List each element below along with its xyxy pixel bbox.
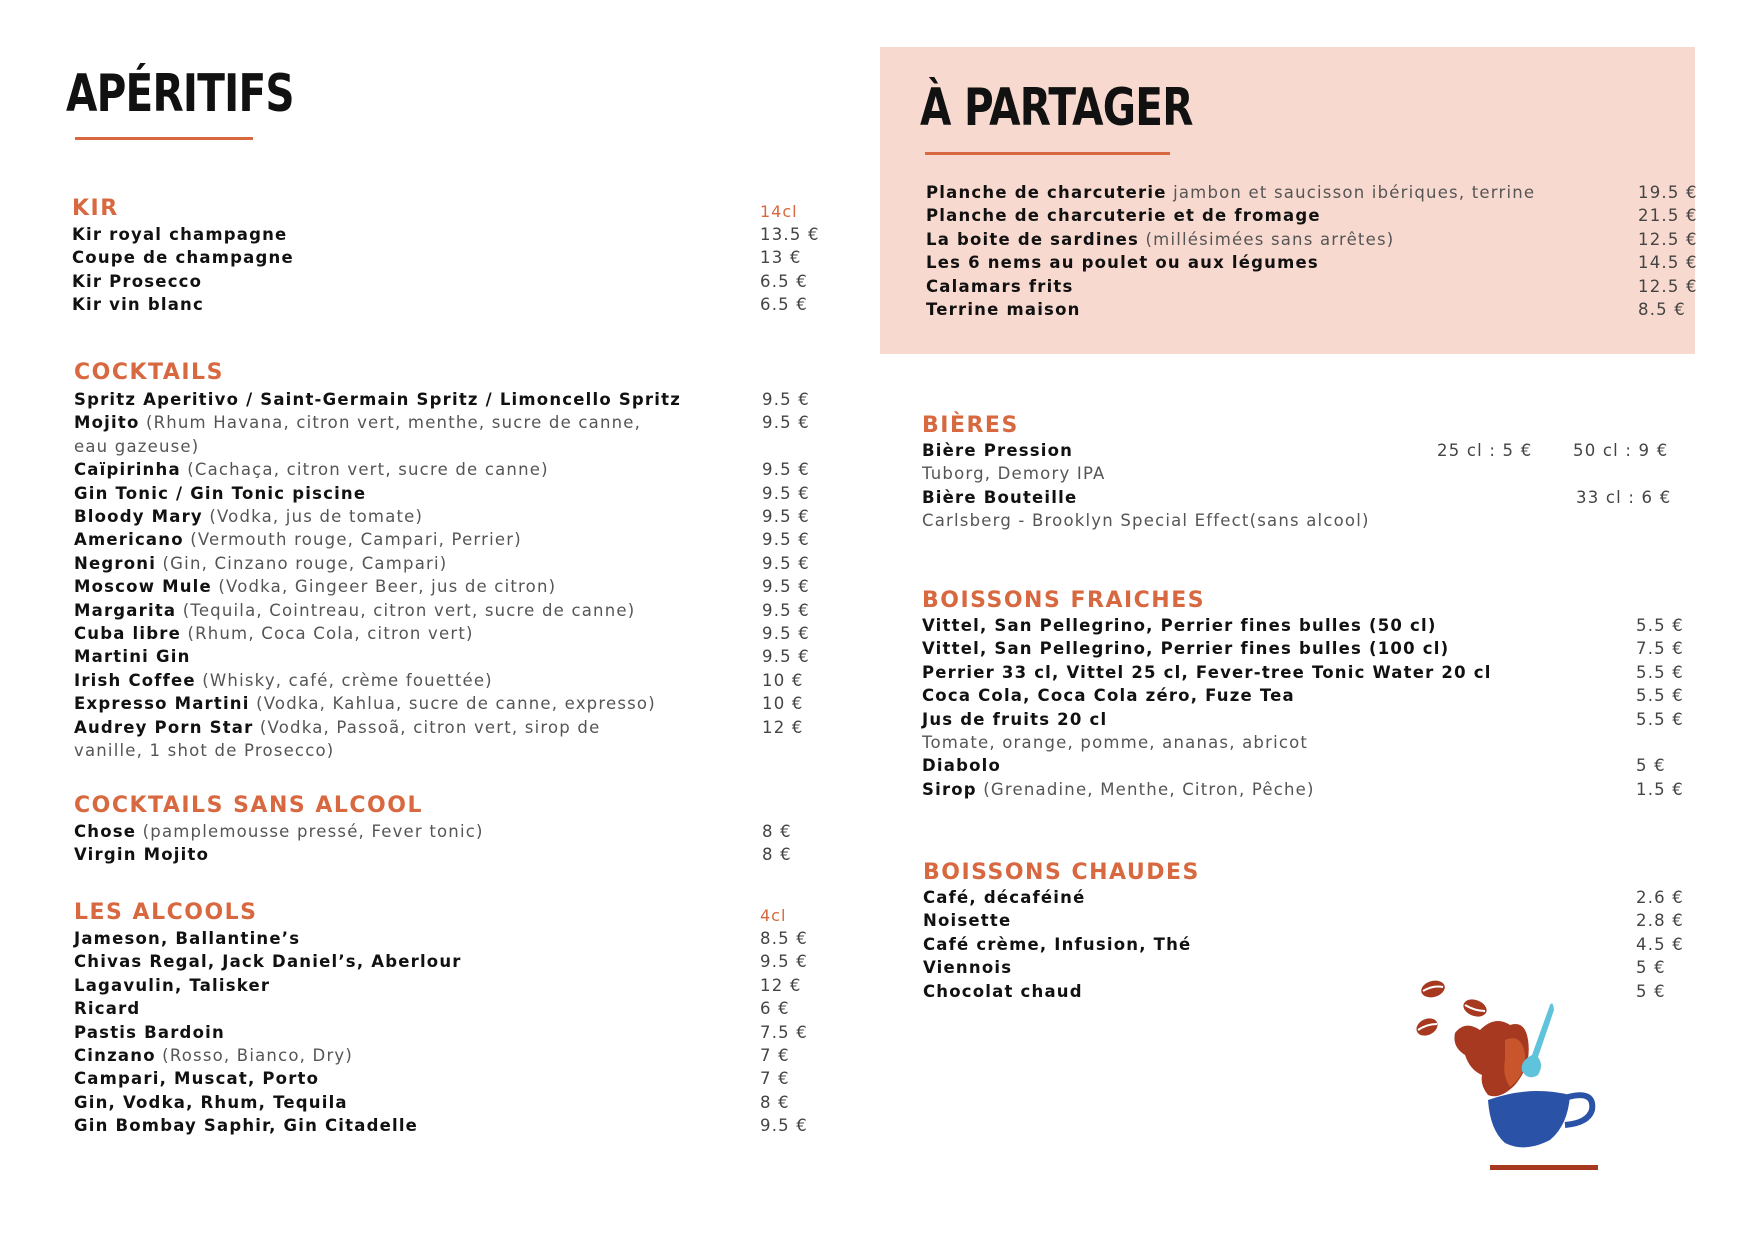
item-name: Ricard (74, 999, 141, 1019)
item-price: 7.5 € (1636, 639, 1684, 659)
item-description: (Gin, Cinzano rouge, Campari) (156, 553, 448, 573)
item-description: (Vodka, Kahlua, sucre de canne, expresso) (249, 694, 656, 714)
list-item (74, 692, 834, 715)
list-item (74, 1044, 834, 1067)
section-title-cocktails: COCKTAILS (74, 360, 224, 385)
item-sub: Tuborg, Demory IPA (922, 464, 1106, 484)
item-description: (Rosso, Bianco, Dry) (155, 1046, 354, 1066)
list-item (74, 843, 834, 866)
partager-underline (925, 152, 1170, 155)
item-price: 8.5 € (1638, 300, 1686, 320)
list-item (74, 669, 834, 692)
item-price: 5.5 € (1636, 662, 1684, 682)
item-name: Cinzano (74, 1046, 156, 1066)
coffee-bean-icon (1414, 1015, 1441, 1039)
item-price: 12.5 € (1638, 276, 1698, 296)
list-item-sub (922, 462, 1682, 485)
item-name: Coca Cola, Coca Cola zéro, Fuze Tea (922, 686, 1295, 706)
list-item (926, 228, 1716, 251)
list-item-continuation (74, 739, 834, 762)
item-name: Coupe de champagne (72, 248, 294, 268)
section-title-sans-alcool: COCKTAILS SANS ALCOOL (74, 793, 423, 818)
item-description-continued: vanille, 1 shot de Prosecco) (74, 741, 335, 761)
item-price: 9.5 € (762, 507, 810, 527)
list-item (74, 552, 834, 575)
item-price: 9.5 € (762, 647, 810, 667)
item-name: Vittel, San Pellegrino, Perrier fines bulles (100 cl) (922, 639, 1450, 659)
list-item (74, 820, 834, 843)
item-name: Kir royal champagne (72, 225, 288, 244)
list-item (74, 1091, 834, 1114)
coffee-bean-icon (1419, 978, 1446, 1000)
item-price: 33 cl : 6 € (1576, 487, 1672, 507)
item-name: Martini Gin (74, 647, 191, 667)
item-description: (Tequila, Cointreau, citron vert, sucre de canne) (176, 600, 636, 620)
item-price: 19.5 € (1638, 183, 1698, 202)
item-price: 6 € (760, 999, 790, 1019)
list-item (923, 933, 1723, 956)
item-price: 9.5 € (762, 390, 810, 409)
item-description: (millésimées sans arrêtes) (1139, 229, 1395, 249)
item-price: 5 € (1636, 981, 1666, 1001)
list-item (922, 778, 1722, 801)
item-price: 9.5 € (762, 624, 810, 644)
item-name: Les 6 nems au poulet ou aux légumes (926, 253, 1319, 273)
item-price: 9.5 € (762, 553, 810, 573)
item-name: Chivas Regal, Jack Daniel’s, Aberlour (74, 952, 462, 972)
item-price-large: 50 cl : 9 € (1573, 441, 1669, 460)
item-name: Café crème, Infusion, Thé (923, 934, 1192, 954)
list-item (922, 637, 1722, 660)
item-price: 9.5 € (762, 600, 810, 620)
item-name: Virgin Mojito (74, 845, 210, 865)
item-name: Pastis Bardoin (74, 1022, 225, 1042)
cup-icon (1488, 1091, 1570, 1147)
item-price: 9.5 € (760, 952, 808, 972)
item-price: 12.5 € (1638, 229, 1698, 249)
item-price: 13 € (760, 248, 802, 268)
partager-title: À PARTAGER (920, 78, 1193, 138)
list-item (922, 614, 1722, 637)
item-name: Café, décaféiné (923, 888, 1086, 907)
list-item (922, 486, 1682, 509)
list-item (74, 575, 834, 598)
list-item (74, 528, 834, 551)
item-price: 9.5 € (762, 577, 810, 597)
item-description: jambon et saucisson ibériques, terrine (1166, 183, 1536, 202)
list-item (72, 223, 832, 246)
item-price: 7 € (760, 1046, 790, 1066)
item-price: 5 € (1636, 958, 1666, 978)
list-item (72, 270, 832, 293)
list-item (74, 974, 834, 997)
item-price: 4.5 € (1636, 934, 1684, 954)
item-name: Jameson, Ballantine’s (74, 929, 301, 948)
aperitifs-title: APÉRITIFS (66, 64, 294, 124)
list-item (72, 246, 832, 269)
item-description: (Vodka, jus de tomate) (202, 507, 424, 527)
section-title-kir: KIR (72, 196, 119, 221)
item-price: 5 € (1636, 756, 1666, 776)
kir-list (72, 223, 832, 317)
item-price: 5.5 € (1636, 686, 1684, 706)
item-price: 10 € (762, 694, 804, 714)
item-price: 21.5 € (1638, 206, 1698, 226)
list-item-continuation (74, 435, 834, 458)
item-price: 8.5 € (760, 929, 808, 948)
list-item (926, 181, 1716, 204)
list-item (74, 622, 834, 645)
item-name: Sirop (922, 779, 977, 799)
list-item (922, 754, 1722, 777)
item-price: 12 € (762, 717, 804, 737)
item-name: Noisette (923, 911, 1012, 931)
list-item (926, 204, 1716, 227)
item-price: 2.8 € (1636, 911, 1684, 931)
bieres-list (922, 439, 1682, 533)
fraiches-list (922, 614, 1722, 801)
item-price: 13.5 € (760, 225, 820, 244)
coffee-bean-icon (1461, 996, 1489, 1019)
item-price: 6.5 € (760, 295, 808, 315)
item-name: Bloody Mary (74, 507, 203, 527)
item-name: Terrine maison (926, 300, 1081, 320)
item-price: 12 € (760, 975, 802, 995)
item-name: Chose (74, 822, 137, 841)
list-item (74, 1021, 834, 1044)
section-title-alcools: LES ALCOOLS (74, 900, 258, 925)
item-price: 7 € (760, 1069, 790, 1089)
section-title-chaudes: BOISSONS CHAUDES (923, 860, 1200, 885)
list-item-continuation (922, 731, 1722, 754)
item-name: Campari, Muscat, Porto (74, 1069, 320, 1089)
item-price: 9.5 € (762, 530, 810, 550)
list-item (74, 599, 834, 622)
item-price: 1.5 € (1636, 779, 1684, 799)
list-item (926, 275, 1716, 298)
item-name: Bière Bouteille (922, 487, 1078, 507)
item-name: Bière Pression (922, 441, 1074, 460)
sans-alcool-list (74, 820, 834, 867)
kir-unit: 14cl (760, 202, 798, 221)
item-price: 9.5 € (762, 413, 810, 433)
item-name: Perrier 33 cl, Vittel 25 cl, Fever-tree Tonic Water 20 cl (922, 662, 1492, 682)
item-name: Gin Tonic / Gin Tonic piscine (74, 483, 367, 503)
list-item (922, 661, 1722, 684)
coffee-cup-illustration (1410, 975, 1610, 1175)
item-description: (Whisky, café, crème fouettée) (195, 670, 493, 690)
list-item (74, 458, 834, 481)
item-sub: Carlsberg - Brooklyn Special Effect(sans alcool) (922, 511, 1370, 531)
item-name: Diabolo (922, 756, 1002, 776)
item-name: Gin, Vodka, Rhum, Tequila (74, 1092, 348, 1112)
aperitifs-underline (75, 137, 253, 140)
item-name: Calamars frits (926, 276, 1074, 296)
partager-list (926, 181, 1716, 321)
item-name: Mojito (74, 413, 140, 433)
item-price: 14.5 € (1638, 253, 1698, 273)
list-item (74, 388, 834, 411)
item-price: 10 € (762, 670, 804, 690)
item-name: Viennois (923, 958, 1013, 978)
item-description: (Vodka, Gingeer Beer, jus de citron) (211, 577, 557, 597)
item-description-continued: eau gazeuse) (74, 436, 200, 456)
item-description: (Cachaça, citron vert, sucre de canne) (180, 460, 549, 480)
item-name: Vittel, San Pellegrino, Perrier fines bulles (50 cl) (922, 616, 1437, 635)
item-description: (Vodka, Passoã, citron vert, sirop de (253, 717, 601, 737)
list-item (923, 909, 1723, 932)
section-title-bieres: BIÈRES (922, 413, 1019, 438)
item-name: Cuba libre (74, 624, 181, 644)
list-item (74, 645, 834, 668)
item-name: Negroni (74, 553, 157, 573)
item-name: Spritz Aperitivo / Saint-Germain Spritz / Limoncello Spritz (74, 390, 682, 409)
list-item (922, 684, 1722, 707)
item-price: 2.6 € (1636, 888, 1684, 907)
item-name: Lagavulin, Talisker (74, 975, 271, 995)
item-description: (Grenadine, Menthe, Citron, Pêche) (976, 779, 1315, 799)
item-name: Planche de charcuterie (926, 183, 1167, 202)
item-description: (Rhum, Coca Cola, citron vert) (181, 624, 474, 644)
item-price: 9.5 € (760, 1116, 808, 1136)
item-price: 8 € (762, 822, 792, 841)
section-title-fraiches: BOISSONS FRAICHES (922, 588, 1206, 613)
item-name: Kir vin blanc (72, 295, 204, 315)
item-price: 6.5 € (760, 271, 808, 291)
item-name: Gin Bombay Saphir, Gin Citadelle (74, 1116, 419, 1136)
list-item (74, 411, 834, 434)
cocktails-list (74, 388, 834, 763)
list-item (922, 708, 1722, 731)
list-item (74, 482, 834, 505)
list-item (74, 505, 834, 528)
item-name: Jus de fruits 20 cl (922, 709, 1108, 729)
item-name: La boite de sardines (926, 229, 1140, 249)
alcools-list (74, 927, 834, 1138)
list-item (926, 251, 1716, 274)
item-description: (Vermouth rouge, Campari, Perrier) (183, 530, 522, 550)
item-price: 8 € (762, 845, 792, 865)
item-name: Margarita (74, 600, 177, 620)
alcools-unit: 4cl (760, 906, 787, 925)
list-item (72, 293, 832, 316)
item-name: Irish Coffee (74, 670, 196, 690)
item-name: Chocolat chaud (923, 981, 1083, 1001)
item-price: 5.5 € (1636, 709, 1684, 729)
item-name: Americano (74, 530, 184, 550)
item-price: 9.5 € (762, 483, 810, 503)
item-name: Caïpirinha (74, 460, 181, 480)
list-item (74, 997, 834, 1020)
list-item (74, 1067, 834, 1090)
item-price: 7.5 € (760, 1022, 808, 1042)
list-item (926, 298, 1716, 321)
item-description: (Rhum Havana, citron vert, menthe, sucre de canne, (139, 413, 642, 433)
item-price: 8 € (760, 1092, 790, 1112)
cup-saucer-line (1490, 1165, 1598, 1170)
list-item (922, 439, 1682, 462)
list-item (923, 886, 1723, 909)
list-item (74, 1114, 834, 1137)
item-price: 9.5 € (762, 460, 810, 480)
item-description-continued: Tomate, orange, pomme, ananas, abricot (922, 733, 1309, 753)
list-item (74, 927, 834, 950)
item-name: Planche de charcuterie et de fromage (926, 206, 1321, 226)
list-item (74, 950, 834, 973)
item-name: Moscow Mule (74, 577, 212, 597)
item-price-small: 25 cl : 5 € (1437, 441, 1533, 460)
item-name: Audrey Porn Star (74, 717, 254, 737)
item-name: Kir Prosecco (72, 271, 203, 291)
item-price: 5.5 € (1636, 616, 1684, 635)
item-description: (pamplemousse pressé, Fever tonic) (136, 822, 484, 841)
list-item (74, 716, 834, 739)
item-name: Expresso Martini (74, 694, 250, 714)
list-item-sub (922, 509, 1682, 532)
